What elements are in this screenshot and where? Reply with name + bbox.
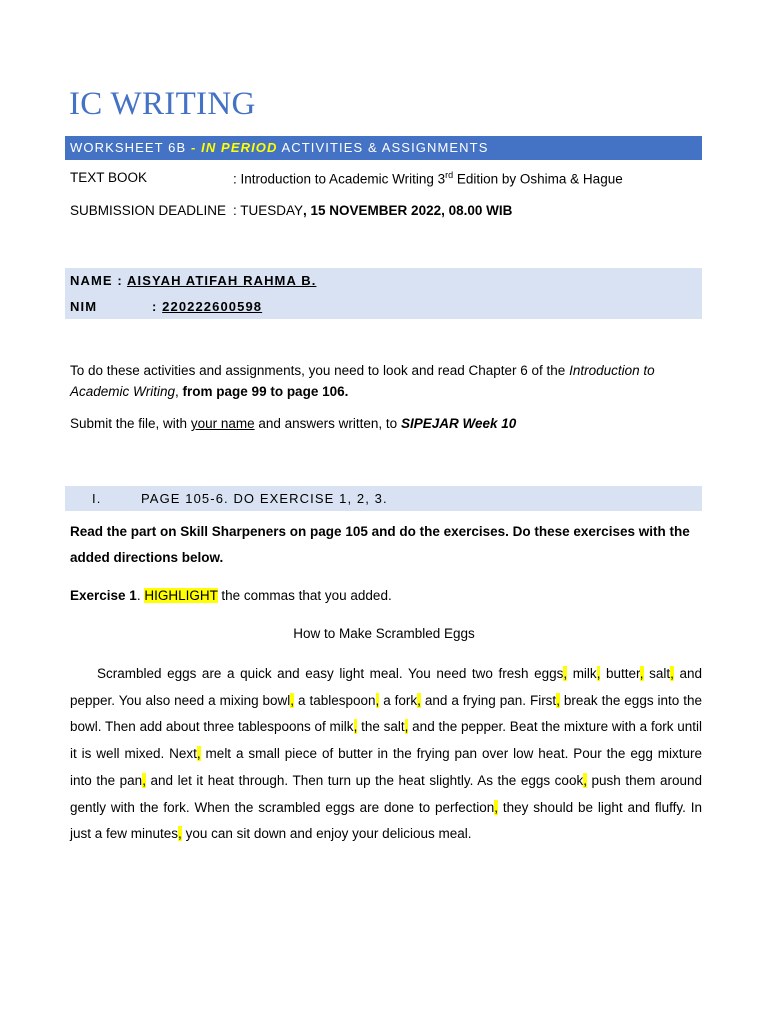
essay-text-segment: butter	[600, 666, 640, 681]
essay-text-segment: and the pepper. Beat the mixture with a fork until it is well mixed. Next	[70, 719, 702, 762]
nim-label: NIM	[70, 299, 98, 314]
intro-comma: ,	[175, 384, 183, 399]
intro-paragraph	[70, 360, 700, 402]
essay-title: How to Make Scrambled Eggs	[293, 626, 475, 641]
student-name: AISYAH ATIFAH RAHMA B.	[127, 273, 317, 288]
highlighted-comma: ,	[494, 799, 499, 815]
exercise-1-dot: .	[136, 588, 145, 603]
student-nim: 220222600598	[162, 299, 263, 314]
submit-paragraph	[70, 413, 700, 434]
essay-text-segment: and let it heat through. Then turn up the heat slightly. As the eggs cook	[145, 772, 584, 788]
textbook-edition-sup: rd	[445, 170, 454, 180]
deadline-date: , 15 NOVEMBER 2022, 08.00 WIB	[303, 203, 513, 218]
essay-text-segment: break the eggs into the bowl. Then add about three tablespoons of milk	[70, 692, 702, 735]
highlighted-comma: ,	[375, 692, 380, 708]
exercise-1-rest: the commas that you added.	[217, 588, 392, 603]
essay-text-segment: they should be light and fluffy. In just a few minutes	[70, 799, 702, 842]
essay-paragraph	[70, 661, 702, 848]
highlighted-comma: ,	[670, 666, 674, 681]
exercise-1-label: Exercise 1	[70, 588, 137, 603]
page-range: from page 99 to page 106.	[182, 384, 349, 399]
highlighted-comma: ,	[353, 719, 358, 735]
textbook-value-text: : Introduction to Academic Writing 3	[233, 171, 446, 187]
highlighted-comma: ,	[196, 746, 201, 762]
textbook-row	[70, 170, 623, 187]
textbook-value-rest: Edition by Oshima & Hague	[453, 171, 623, 187]
nim-line	[70, 299, 263, 314]
essay-text-segment: melt a small piece of butter in the frying pan over low heat. Pour the egg mixture into the pan	[70, 746, 702, 788]
highlighted-comma: ,	[563, 666, 568, 681]
section-header-bar	[65, 486, 702, 511]
highlighted-comma: ,	[404, 719, 409, 735]
highlighted-comma: ,	[142, 772, 146, 788]
worksheet-header-bar	[65, 136, 702, 160]
worksheet-label: WORKSHEET 6B	[70, 140, 191, 155]
deadline-label: SUBMISSION DEADLINE	[70, 203, 227, 218]
page-title: IC WRITING	[69, 86, 256, 122]
submit-text: Submit the file, with	[70, 416, 191, 431]
highlighted-comma: ,	[417, 692, 421, 708]
essay-text-segment: push them around gently with the fork. When the scrambled eggs are done to perfection	[70, 772, 702, 815]
essay-text-segment: and a frying pan. First	[420, 692, 557, 708]
textbook-label: TEXT BOOK	[70, 170, 148, 185]
highlighted-comma: ,	[596, 666, 601, 681]
essay-text-segment: a fork	[379, 692, 418, 708]
your-name-text: your name	[190, 416, 255, 431]
exercise-instructions: Read the part on Skill Sharpeners on page 105 and do the exercises. Do these exercises with the added directions below.	[70, 524, 690, 565]
intro-text: To do these activities and assignments, you need to look and read Chapter 6 of the	[70, 363, 570, 378]
submit-text-2: and answers written, to	[254, 416, 401, 431]
sipejar-target: SIPEJAR Week 10	[400, 416, 517, 431]
deadline-row	[70, 203, 513, 218]
highlighted-comma: ,	[583, 772, 587, 788]
essay-text-segment: you can sit down and enjoy your delicious meal.	[181, 826, 472, 842]
essay-text-segment: Scrambled eggs are a quick and easy light meal. You need two fresh eggs	[97, 666, 564, 681]
exercise-1-line	[70, 585, 700, 606]
section-title: PAGE 105-6. DO EXERCISE 1, 2, 3.	[141, 491, 388, 506]
essay-text-segment: and pepper. You also need a mixing bowl	[70, 666, 702, 708]
worksheet-dash: -	[190, 140, 202, 155]
deadline-day: : TUESDAY	[233, 203, 304, 218]
essay-text-segment: salt	[643, 666, 671, 681]
deadline-value	[233, 203, 512, 218]
highlighted-comma: ,	[290, 692, 295, 708]
essay-text-segment: the salt	[357, 719, 405, 735]
highlighted-comma: ,	[639, 666, 644, 681]
highlighted-comma: ,	[556, 692, 560, 708]
essay-text-segment: milk	[567, 666, 597, 681]
name-label: NAME :	[70, 273, 128, 288]
section-number: I.	[92, 491, 102, 506]
highlighted-comma: ,	[178, 826, 182, 842]
worksheet-activities-label: ACTIVITIES & ASSIGNMENTS	[277, 140, 489, 155]
nim-value-wrap	[152, 299, 262, 314]
book-title: Introduction to Academic Writing	[70, 363, 655, 399]
in-period-highlight: IN PERIOD	[201, 140, 278, 155]
highlight-word: HIGHLIGHT	[144, 588, 218, 603]
nim-colon: :	[152, 299, 163, 314]
essay-text-segment: a tablespoon	[294, 692, 376, 708]
name-line	[70, 273, 316, 288]
textbook-value	[233, 170, 623, 187]
